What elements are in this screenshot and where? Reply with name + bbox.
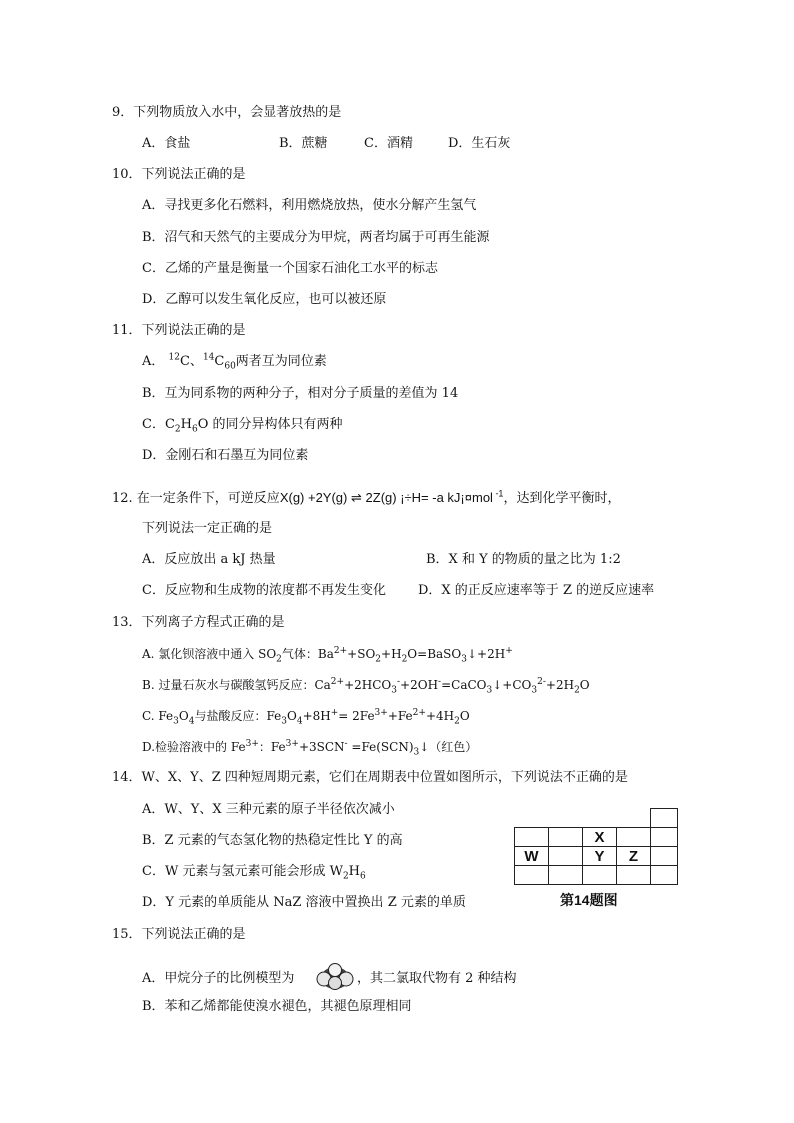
q11-option-d: D．金刚石和石墨互为同位素	[142, 448, 309, 463]
q10-option-b: B．沼气和天然气的主要成分为甲烷，两者均属于可再生能源	[142, 230, 490, 245]
q11-option-a: A． $^{12}$C、$^{14}C_{60}$两者互为同位素	[142, 352, 327, 372]
figure-caption: 第14题图	[560, 892, 618, 908]
q14-option-b: B．Z 元素的气态氢化物的热稳定性比 Y 的高	[142, 833, 403, 848]
q12-stem-line2: 下列说法一定正确的是	[142, 521, 273, 536]
q14-stem: 14．W、X、Y、Z 四种短周期元素，它们在周期表中位置如图所示，下列说法不正确的是	[112, 770, 628, 785]
q12-option-c: C．反应物和生成物的浓度都不再发生变化	[142, 583, 386, 598]
q13-option-c: C. $Fe_3O_4$与盐酸反应：$Fe_3O_4+8H^+= 2Fe^{3+}+Fe^{2+}+4H_2O$	[142, 708, 470, 727]
grid-cell	[650, 846, 678, 866]
q10-option-a: A．寻找更多化石燃料，利用燃烧放热，使水分解产生氢气	[142, 198, 477, 213]
grid-cell	[548, 827, 583, 847]
grid-cell-y: Y	[582, 846, 617, 866]
q9-option-b: B．蔗糖	[279, 136, 328, 151]
grid-cell	[514, 827, 549, 847]
q9-option-c: C．酒精	[364, 136, 413, 151]
q10-option-d: D．乙醇可以发生氧化反应，也可以被还原	[142, 292, 387, 307]
q13-option-b: B. 过量石灰水与碳酸氢钙反应：$Ca^{2+}+2HCO_3^-+2OH^-=CaCO_3↓+CO_3^{2-}+2H_2O$	[142, 677, 590, 696]
q11-option-b: B．互为同系物的两种分子，相对分子质量的差值为 14	[142, 386, 459, 401]
grid-cell-top-right	[650, 808, 678, 828]
q12-option-d: D．X 的正反应速率等于 Z 的逆反应速率	[418, 583, 655, 598]
grid-cell	[514, 865, 549, 885]
q12-option-b: B．X 和 Y 的物质的量之比为 1:2	[426, 552, 621, 567]
grid-cell-z: Z	[616, 846, 651, 866]
q12-option-a: A．反应放出 a kJ 热量	[142, 552, 276, 567]
methane-model-icon	[315, 963, 355, 991]
grid-cell-w: W	[514, 846, 549, 866]
q14-option-a: A．W、Y、X 三种元素的原子半径依次减小	[142, 802, 395, 817]
grid-cell	[548, 865, 583, 885]
grid-cell	[616, 865, 651, 885]
grid-cell	[650, 827, 678, 847]
grid-cell-x: X	[582, 827, 617, 847]
q9-stem: 9．下列物质放入水中，会显著放热的是	[112, 105, 342, 120]
q12-stem-line1: 12. 在一定条件下，可逆反应X(g) +2Y(g) ⇌ 2Z(g) ¡÷H= -a kJ¡¤mol $^{-1}$，达到化学平衡时，	[112, 488, 621, 506]
q15-stem: 15．下列说法正确的是	[112, 927, 246, 942]
q10-stem: 10．下列说法正确的是	[112, 167, 246, 182]
q12-equation: X(g) +2Y(g) ⇌ 2Z(g) ¡÷H= -a kJ¡¤mol $^{-1}$	[279, 488, 504, 505]
grid-cell	[650, 865, 678, 885]
q15-option-a-suffix: ，其二氯取代物有 2 种结构	[357, 971, 517, 986]
q9-option-a: A．食盐	[142, 136, 191, 151]
grid-cell	[548, 846, 583, 866]
q9-option-d: D．生石灰	[448, 136, 511, 151]
q15-option-a-prefix: A．甲烷分子的比例模型为	[142, 971, 295, 986]
q11-option-c: C．$C_2H_6O$ 的同分异构体只有两种	[142, 417, 343, 435]
q14-option-c: C．W 元素与氢元素可能会形成 $W_2H_6$	[142, 864, 366, 882]
q13-option-a: A. 氯化钡溶液中通入 $SO_2$气体：$Ba^{2+}+SO_2+H_2O=BaSO_3↓+2H^+$	[142, 646, 513, 665]
q13-stem: 13．下列离子方程式正确的是	[112, 615, 285, 630]
q15-option-b: B．苯和乙烯都能使溴水褪色，其褪色原理相同	[142, 999, 412, 1014]
q10-option-c: C．乙烯的产量是衡量一个国家石油化工水平的标志	[142, 261, 438, 276]
q11-stem: 11．下列说法正确的是	[112, 323, 246, 338]
q14-option-d: D．Y 元素的单质能从 NaZ 溶液中置换出 Z 元素的单质	[142, 895, 466, 910]
periodic-table-figure	[514, 808, 678, 886]
grid-cell	[616, 827, 651, 847]
grid-cell	[582, 865, 617, 885]
q13-option-d: D.检验溶液中的 $Fe^{3+}$：$Fe^{3+}+3SCN^-$ $=Fe(SCN)_3↓$（红色）	[142, 739, 478, 758]
